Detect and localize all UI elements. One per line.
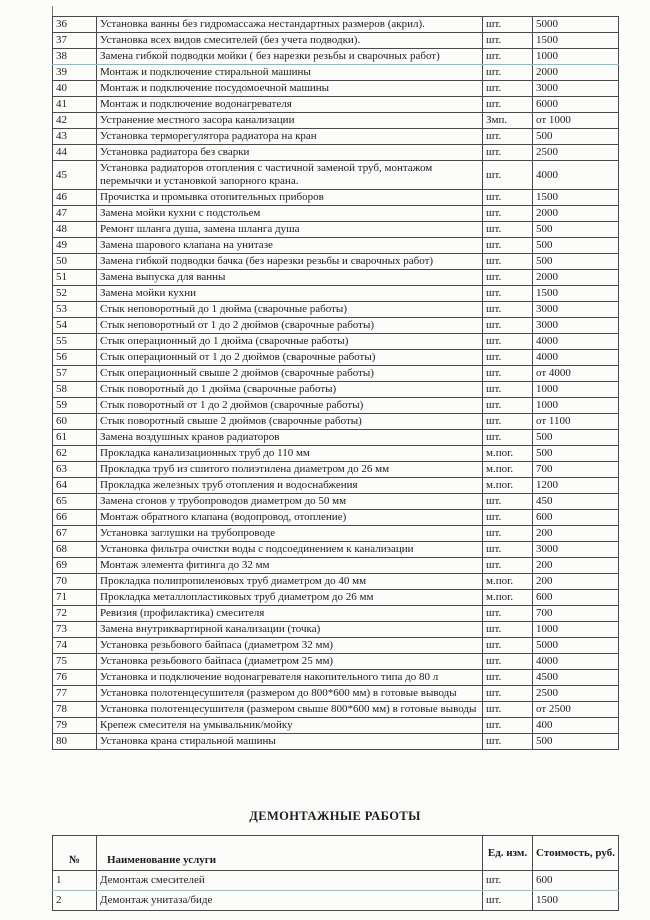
service-name-cell: Установка заглушки на трубопроводе bbox=[97, 526, 483, 542]
row-number-cell: 44 bbox=[53, 145, 97, 161]
header-number: № bbox=[53, 836, 97, 871]
header-unit: Ед. изм. bbox=[483, 836, 533, 871]
service-name-cell: Установка резьбового байпаса (диаметром 25 мм) bbox=[97, 654, 483, 670]
table-row bbox=[53, 33, 619, 49]
price-cell: 450 bbox=[533, 494, 619, 510]
unit-cell: шт. bbox=[483, 654, 533, 670]
table-row bbox=[53, 494, 619, 510]
row-number-cell: 60 bbox=[53, 414, 97, 430]
table-row bbox=[53, 891, 619, 911]
unit-cell: шт. bbox=[483, 638, 533, 654]
row-number-cell: 42 bbox=[53, 113, 97, 129]
unit-cell: шт. bbox=[483, 49, 533, 65]
price-cell: 200 bbox=[533, 558, 619, 574]
price-cell: 2000 bbox=[533, 206, 619, 222]
table-row bbox=[53, 430, 619, 446]
unit-cell: шт. bbox=[483, 871, 533, 891]
row-number-cell: 41 bbox=[53, 97, 97, 113]
service-name-cell: Стык поворотный до 1 дюйма (сварочные работы) bbox=[97, 382, 483, 398]
unit-cell: шт. bbox=[483, 686, 533, 702]
service-name-cell: Замена мойки кухни bbox=[97, 286, 483, 302]
row-number-cell: 52 bbox=[53, 286, 97, 302]
row-number-cell: 65 bbox=[53, 494, 97, 510]
unit-cell: шт. bbox=[483, 718, 533, 734]
service-name-cell: Замена выпуска для ванны bbox=[97, 270, 483, 286]
row-number-cell: 66 bbox=[53, 510, 97, 526]
row-number-cell: 1 bbox=[53, 871, 97, 891]
unit-cell: м.пог. bbox=[483, 574, 533, 590]
table-row bbox=[53, 526, 619, 542]
price-cell: 500 bbox=[533, 446, 619, 462]
service-name-cell: Стык операционный свыше 2 дюймов (сварочные работы) bbox=[97, 366, 483, 382]
table-row bbox=[53, 206, 619, 222]
price-cell: 1200 bbox=[533, 478, 619, 494]
service-name-cell: Установка крана стиральной машины bbox=[97, 734, 483, 750]
table-row bbox=[53, 17, 619, 33]
service-name-cell: Прокладка канализационных труб до 110 мм bbox=[97, 446, 483, 462]
row-number-cell: 77 bbox=[53, 686, 97, 702]
price-cell: 4000 bbox=[533, 350, 619, 366]
service-name-cell: Прокладка труб из сшитого полиэтилена диаметром до 26 мм bbox=[97, 462, 483, 478]
service-name-cell: Монтаж и подключение водонагревателя bbox=[97, 97, 483, 113]
table-row bbox=[53, 414, 619, 430]
row-number-cell: 51 bbox=[53, 270, 97, 286]
table-row bbox=[53, 398, 619, 414]
price-cell: 500 bbox=[533, 129, 619, 145]
service-name-cell: Установка радиатора без сварки bbox=[97, 145, 483, 161]
table-row bbox=[53, 462, 619, 478]
row-number-cell: 48 bbox=[53, 222, 97, 238]
price-cell: 4000 bbox=[533, 161, 619, 190]
row-number-cell: 55 bbox=[53, 334, 97, 350]
demolition-price-table bbox=[52, 835, 619, 911]
unit-cell: шт. bbox=[483, 350, 533, 366]
demolition-table-section bbox=[52, 835, 619, 911]
price-cell: 500 bbox=[533, 430, 619, 446]
unit-cell: шт. bbox=[483, 238, 533, 254]
service-name-cell: Ремонт шланга душа, замена шланга душа bbox=[97, 222, 483, 238]
service-name-cell: Замена гибкой подводки бачка (без нарезки резьбы и сварочных работ) bbox=[97, 254, 483, 270]
service-name-cell: Крепеж смесителя на умывальник/мойку bbox=[97, 718, 483, 734]
service-name-cell: Стык неповоротный до 1 дюйма (сварочные работы) bbox=[97, 302, 483, 318]
unit-cell: шт. bbox=[483, 398, 533, 414]
price-cell: 1000 bbox=[533, 382, 619, 398]
unit-cell: шт. bbox=[483, 558, 533, 574]
price-cell: 1500 bbox=[533, 190, 619, 206]
table-row bbox=[53, 318, 619, 334]
price-cell: 1500 bbox=[533, 286, 619, 302]
table-row bbox=[53, 334, 619, 350]
row-number-cell: 37 bbox=[53, 33, 97, 49]
table-row bbox=[53, 606, 619, 622]
table-row bbox=[53, 97, 619, 113]
price-cell: 3000 bbox=[533, 542, 619, 558]
row-number-cell: 45 bbox=[53, 161, 97, 190]
unit-cell: шт. bbox=[483, 129, 533, 145]
row-number-cell: 40 bbox=[53, 81, 97, 97]
unit-cell: шт. bbox=[483, 17, 533, 33]
row-number-cell: 76 bbox=[53, 670, 97, 686]
unit-cell: шт. bbox=[483, 430, 533, 446]
service-name-cell: Прокладка железных труб отопления и водоснабжения bbox=[97, 478, 483, 494]
price-cell: 1500 bbox=[533, 891, 619, 911]
table-row bbox=[53, 286, 619, 302]
service-name-cell: Монтаж обратного клапана (водопровод, отопление) bbox=[97, 510, 483, 526]
price-cell: 2500 bbox=[533, 145, 619, 161]
unit-cell: шт. bbox=[483, 97, 533, 113]
price-cell: 3000 bbox=[533, 302, 619, 318]
row-number-cell: 62 bbox=[53, 446, 97, 462]
row-number-cell: 54 bbox=[53, 318, 97, 334]
row-number-cell: 68 bbox=[53, 542, 97, 558]
service-name-cell: Замена воздушных кранов радиаторов bbox=[97, 430, 483, 446]
service-name-cell: Замена шарового клапана на унитазе bbox=[97, 238, 483, 254]
unit-cell: шт. bbox=[483, 161, 533, 190]
row-number-cell: 49 bbox=[53, 238, 97, 254]
table-row bbox=[53, 446, 619, 462]
table-row bbox=[53, 350, 619, 366]
unit-cell: шт. bbox=[483, 334, 533, 350]
price-cell: 600 bbox=[533, 871, 619, 891]
table-row bbox=[53, 129, 619, 145]
row-number-cell: 53 bbox=[53, 302, 97, 318]
service-name-cell: Монтаж и подключение посудомоечной машины bbox=[97, 81, 483, 97]
price-cell: 5000 bbox=[533, 17, 619, 33]
price-cell: 200 bbox=[533, 574, 619, 590]
table-row bbox=[53, 161, 619, 190]
service-name-cell: Замена мойки кухни с подстольем bbox=[97, 206, 483, 222]
price-cell: 1500 bbox=[533, 33, 619, 49]
unit-cell: м.пог. bbox=[483, 590, 533, 606]
service-name-cell: Установка полотенцесушителя (размером до 800*600 мм) в готовые выводы bbox=[97, 686, 483, 702]
service-name-cell: Прокладка полипропиленовых труб диаметром до 40 мм bbox=[97, 574, 483, 590]
row-number-cell: 70 bbox=[53, 574, 97, 590]
service-name-cell: Демонтаж унитаза/биде bbox=[97, 891, 483, 911]
service-name-cell: Устранение местного засора канализации bbox=[97, 113, 483, 129]
table-row bbox=[53, 638, 619, 654]
table-row bbox=[53, 238, 619, 254]
row-number-cell: 46 bbox=[53, 190, 97, 206]
service-name-cell: Установка всех видов смесителей (без учета подводки). bbox=[97, 33, 483, 49]
price-cell: 2000 bbox=[533, 270, 619, 286]
table-row bbox=[53, 670, 619, 686]
row-number-cell: 57 bbox=[53, 366, 97, 382]
table-row bbox=[53, 734, 619, 750]
service-name-cell: Установка и подключение водонагревателя накопительного типа до 80 л bbox=[97, 670, 483, 686]
table-row bbox=[53, 190, 619, 206]
unit-cell: шт. bbox=[483, 542, 533, 558]
table-row bbox=[53, 871, 619, 891]
table-row bbox=[53, 510, 619, 526]
unit-cell: шт. bbox=[483, 33, 533, 49]
table-row bbox=[53, 686, 619, 702]
unit-cell: шт. bbox=[483, 254, 533, 270]
service-name-cell: Стык операционный от 1 до 2 дюймов (сварочные работы) bbox=[97, 350, 483, 366]
service-name-cell: Демонтаж смесителей bbox=[97, 871, 483, 891]
row-number-cell: 43 bbox=[53, 129, 97, 145]
price-cell: 3000 bbox=[533, 318, 619, 334]
price-cell: 1000 bbox=[533, 622, 619, 638]
row-number-cell: 61 bbox=[53, 430, 97, 446]
unit-cell: шт. bbox=[483, 222, 533, 238]
price-cell: от 1100 bbox=[533, 414, 619, 430]
unit-cell: шт. bbox=[483, 270, 533, 286]
service-name-cell: Установка фильтра очистки воды с подсоединением к канализации bbox=[97, 542, 483, 558]
service-name-cell: Стык поворотный от 1 до 2 дюймов (сварочные работы) bbox=[97, 398, 483, 414]
unit-cell: шт. bbox=[483, 65, 533, 81]
unit-cell: м.пог. bbox=[483, 446, 533, 462]
service-name-cell: Стык операционный до 1 дюйма (сварочные работы) bbox=[97, 334, 483, 350]
service-name-cell: Ревизия (профилактика) смесителя bbox=[97, 606, 483, 622]
unit-cell: шт. bbox=[483, 510, 533, 526]
table-row bbox=[53, 590, 619, 606]
row-number-cell: 2 bbox=[53, 891, 97, 911]
table-row bbox=[53, 654, 619, 670]
row-number-cell: 39 bbox=[53, 65, 97, 81]
price-cell: 500 bbox=[533, 222, 619, 238]
unit-cell: шт. bbox=[483, 526, 533, 542]
unit-cell: шт. bbox=[483, 81, 533, 97]
unit-cell: шт. bbox=[483, 494, 533, 510]
price-cell: 200 bbox=[533, 526, 619, 542]
price-cell: 4500 bbox=[533, 670, 619, 686]
price-cell: 400 bbox=[533, 718, 619, 734]
main-price-table-body bbox=[53, 17, 619, 750]
service-name-cell: Прочистка и промывка отопительных приборов bbox=[97, 190, 483, 206]
price-cell: 5000 bbox=[533, 638, 619, 654]
unit-cell: шт. bbox=[483, 702, 533, 718]
price-cell: 4000 bbox=[533, 334, 619, 350]
unit-cell: шт. bbox=[483, 734, 533, 750]
service-name-cell: Замена сгонов у трубопроводов диаметром до 50 мм bbox=[97, 494, 483, 510]
unit-cell: шт. bbox=[483, 318, 533, 334]
unit-cell: шт. bbox=[483, 891, 533, 911]
row-number-cell: 69 bbox=[53, 558, 97, 574]
price-cell: 2500 bbox=[533, 686, 619, 702]
section-title-demolition-works: ДЕМОНТАЖНЫЕ РАБОТЫ bbox=[249, 809, 421, 823]
table-row bbox=[53, 49, 619, 65]
row-number-cell: 56 bbox=[53, 350, 97, 366]
service-name-cell: Установка полотенцесушителя (размером свыше 800*600 мм) в готовые выводы bbox=[97, 702, 483, 718]
row-number-cell: 80 bbox=[53, 734, 97, 750]
service-name-cell: Стык неповоротный от 1 до 2 дюймов (сварочные работы) bbox=[97, 318, 483, 334]
unit-cell: шт. bbox=[483, 366, 533, 382]
service-name-cell: Установка резьбового байпаса (диаметром 32 мм) bbox=[97, 638, 483, 654]
header-service: Наименование услуги bbox=[97, 836, 483, 871]
price-cell: 1000 bbox=[533, 49, 619, 65]
row-number-cell: 50 bbox=[53, 254, 97, 270]
price-cell: 700 bbox=[533, 606, 619, 622]
unit-cell: Змп. bbox=[483, 113, 533, 129]
table-row bbox=[53, 145, 619, 161]
service-name-cell: Прокладка металлопластиковых труб диаметром до 26 мм bbox=[97, 590, 483, 606]
unit-cell: шт. bbox=[483, 190, 533, 206]
price-cell: от 2500 bbox=[533, 702, 619, 718]
row-number-cell: 75 bbox=[53, 654, 97, 670]
row-number-cell: 67 bbox=[53, 526, 97, 542]
table-row bbox=[53, 382, 619, 398]
row-number-cell: 58 bbox=[53, 382, 97, 398]
table-row bbox=[53, 302, 619, 318]
unit-cell: шт. bbox=[483, 606, 533, 622]
service-name-cell: Установка терморегулятора радиатора на кран bbox=[97, 129, 483, 145]
demolition-table-body bbox=[53, 871, 619, 911]
price-cell: 700 bbox=[533, 462, 619, 478]
row-number-cell: 72 bbox=[53, 606, 97, 622]
table-row bbox=[53, 222, 619, 238]
row-number-cell: 38 bbox=[53, 49, 97, 65]
price-cell: 500 bbox=[533, 734, 619, 750]
row-number-cell: 71 bbox=[53, 590, 97, 606]
services-price-table-section bbox=[52, 16, 619, 750]
table-row bbox=[53, 270, 619, 286]
table-row bbox=[53, 574, 619, 590]
header-row bbox=[53, 836, 619, 871]
price-cell: 500 bbox=[533, 238, 619, 254]
price-cell: от 4000 bbox=[533, 366, 619, 382]
service-name-cell: Установка ванны без гидромассажа нестандартных размеров (акрил). bbox=[97, 17, 483, 33]
table-row bbox=[53, 478, 619, 494]
unit-cell: шт. bbox=[483, 145, 533, 161]
row-number-cell: 79 bbox=[53, 718, 97, 734]
table-row bbox=[53, 113, 619, 129]
service-name-cell: Замена гибкой подводки мойки ( без нарезки резьбы и сварочных работ) bbox=[97, 49, 483, 65]
row-number-cell: 36 bbox=[53, 17, 97, 33]
row-number-cell: 64 bbox=[53, 478, 97, 494]
unit-cell: шт. bbox=[483, 414, 533, 430]
table-row bbox=[53, 622, 619, 638]
row-number-cell: 78 bbox=[53, 702, 97, 718]
unit-cell: шт. bbox=[483, 382, 533, 398]
price-cell: 2000 bbox=[533, 65, 619, 81]
unit-cell: шт. bbox=[483, 206, 533, 222]
service-name-cell: Замена внутриквартирной канализации (точка) bbox=[97, 622, 483, 638]
table-row bbox=[53, 558, 619, 574]
services-price-table bbox=[52, 16, 619, 750]
price-cell: 600 bbox=[533, 510, 619, 526]
row-number-cell: 74 bbox=[53, 638, 97, 654]
demolition-table-header bbox=[53, 836, 619, 871]
unit-cell: м.пог. bbox=[483, 478, 533, 494]
price-cell: от 1000 bbox=[533, 113, 619, 129]
unit-cell: шт. bbox=[483, 670, 533, 686]
price-cell: 500 bbox=[533, 254, 619, 270]
row-number-cell: 59 bbox=[53, 398, 97, 414]
service-name-cell: Монтаж элемента фитинга до 32 мм bbox=[97, 558, 483, 574]
price-cell: 6000 bbox=[533, 97, 619, 113]
row-number-cell: 63 bbox=[53, 462, 97, 478]
row-number-cell: 73 bbox=[53, 622, 97, 638]
service-name-cell: Установка радиаторов отопления с частичной заменой труб, монтажом перемычки и установкой запорного крана. bbox=[97, 161, 483, 190]
table-row bbox=[53, 542, 619, 558]
price-cell: 4000 bbox=[533, 654, 619, 670]
unit-cell: шт. bbox=[483, 302, 533, 318]
service-name-cell: Монтаж и подключение стиральной машины bbox=[97, 65, 483, 81]
table-row bbox=[53, 702, 619, 718]
unit-cell: шт. bbox=[483, 286, 533, 302]
price-cell: 3000 bbox=[533, 81, 619, 97]
table-row bbox=[53, 254, 619, 270]
service-name-cell: Стык поворотный свыше 2 дюймов (сварочные работы) bbox=[97, 414, 483, 430]
price-cell: 1000 bbox=[533, 398, 619, 414]
header-price: Стоимость, руб. bbox=[533, 836, 619, 871]
table-row bbox=[53, 65, 619, 81]
row-number-cell: 47 bbox=[53, 206, 97, 222]
table-row bbox=[53, 81, 619, 97]
unit-cell: шт. bbox=[483, 622, 533, 638]
table-row bbox=[53, 718, 619, 734]
unit-cell: м.пог. bbox=[483, 462, 533, 478]
table-row bbox=[53, 366, 619, 382]
price-cell: 600 bbox=[533, 590, 619, 606]
